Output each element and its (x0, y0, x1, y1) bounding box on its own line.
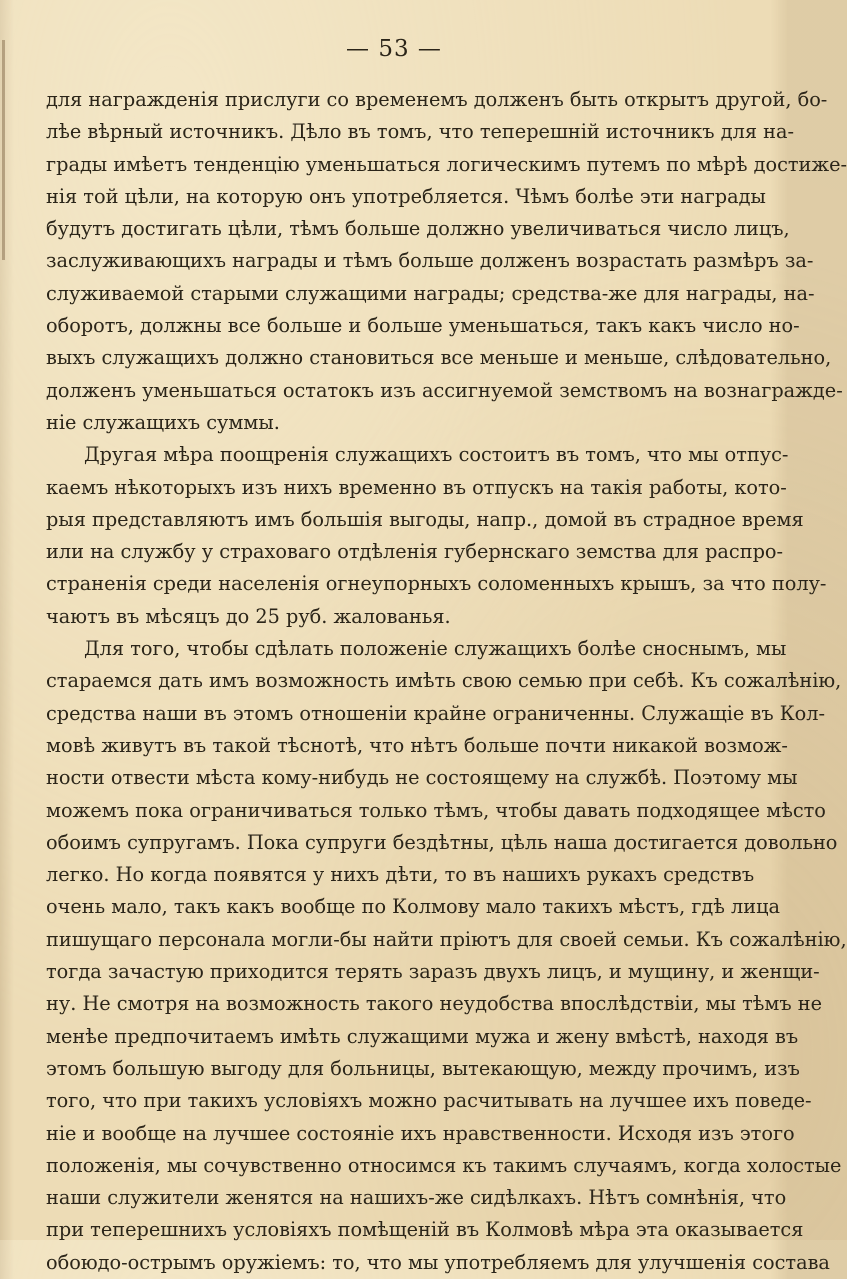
text-line: обоимъ супругамъ. Пока супруги бездѣтны, цѣль наша достигается довольно (46, 830, 838, 854)
text-line: Для того, чтобы сдѣлать положеніе служащихъ болѣе сноснымъ, мы (84, 637, 787, 661)
text-line: служиваемой старыми служащими награды; средства-же для награды, на- (46, 281, 815, 305)
text-line: средства наши въ этомъ отношеніи крайне ограниченны. Служащіе въ Кол- (46, 701, 826, 725)
text-line: будутъ достигать цѣли, тѣмъ больше должно увеличиваться число лицъ, (46, 217, 790, 241)
text-line: страненія среди населенія огнеупорныхъ соломенныхъ крышъ, за что полу- (46, 572, 827, 596)
page-edge-shadow (2, 40, 5, 260)
text-line: оборотъ, должны все больше и больше уменьшаться, такъ какъ число но- (46, 314, 800, 338)
text-line: менѣе предпочитаемъ имѣть служащими мужа и жену вмѣстѣ, находя въ (46, 1024, 799, 1048)
body-text (46, 84, 847, 1279)
text-line: заслуживающихъ награды и тѣмъ больше долженъ возрастать размѣръ за- (46, 249, 814, 273)
text-line: ніе служащихъ суммы. (46, 410, 280, 434)
text-line: легко. Но когда появятся у нихъ дѣти, то въ нашихъ рукахъ средствъ (46, 863, 755, 887)
text-line: Другая мѣра поощренія служащихъ состоитъ въ томъ, что мы отпус- (84, 443, 789, 467)
text-line: ности отвести мѣста кому-нибудь не состоящему на службѣ. Поэтому мы (46, 766, 798, 790)
text-line: долженъ уменьшаться остатокъ изъ ассигнуемой земствомъ на вознагражде- (46, 378, 843, 402)
text-line: наши служители женятся на нашихъ-же сидѣлкахъ. Нѣтъ сомнѣнія, что (46, 1186, 787, 1210)
text-line: рыя представляютъ имъ большія выгоды, напр., домой въ страдное время (46, 507, 804, 531)
text-line: или на службу у страховаго отдѣленія губернскаго земства для распро- (46, 540, 784, 564)
text-line: выхъ служащихъ должно становиться все меньше и меньше, слѣдовательно, (46, 346, 832, 370)
text-line: лѣе вѣрный источникъ. Дѣло въ томъ, что теперешній источникъ для на- (46, 120, 794, 144)
text-line: тогда зачастую приходится терять заразъ двухъ лицъ, и мущину, и женщи- (46, 960, 820, 984)
text-line: грады имѣетъ тенденцію уменьшаться логическимъ путемъ по мѣрѣ достиже- (46, 152, 847, 176)
text-line: мовѣ живутъ въ такой тѣснотѣ, что нѣтъ больше почти никакой возмож- (46, 733, 788, 757)
text-line: ну. Не смотря на возможность такого неудобства впослѣдствіи, мы тѣмъ не (46, 992, 823, 1016)
text-line: пишущаго персонала могли-бы найти пріютъ для своей семьи. Къ сожалѣнію, (46, 927, 847, 951)
text-line: того, что при такихъ условіяхъ можно расчитывать на лучшее ихъ поведе- (46, 1089, 812, 1113)
text-line: ніе и вообще на лучшее состояніе ихъ нравственности. Исходя изъ этого (46, 1121, 795, 1145)
text-line: чаютъ въ мѣсяцъ до 25 руб. жалованья. (46, 604, 451, 628)
text-line: можемъ пока ограничиваться только тѣмъ, чтобы давать подходящее мѣсто (46, 798, 826, 822)
text-line: при теперешнихъ условіяхъ помѣщеній въ Колмовѣ мѣра эта оказывается (46, 1218, 804, 1242)
text-line: нія той цѣли, на которую онъ употребляется. Чѣмъ болѣе эти награды (46, 184, 766, 208)
text-line: очень мало, такъ какъ вообще по Колмову мало такихъ мѣстъ, гдѣ лица (46, 895, 781, 919)
text-line: каемъ нѣкоторыхъ изъ нихъ временно въ отпускъ на такія работы, кото- (46, 475, 787, 499)
text-line: стараемся дать имъ возможность имѣть свою семью при себѣ. Къ сожалѣнію, (46, 669, 842, 693)
text-line: положенія, мы сочувственно относимся къ такимъ случаямъ, когда холостые (46, 1153, 842, 1177)
page-number: — 53 — (346, 36, 442, 62)
text-line: обоюдо-острымъ оружіемъ: то, что мы употребляемъ для улучшенія состава (46, 1250, 830, 1274)
text-line: для награжденія прислуги со временемъ долженъ быть открытъ другой, бо- (46, 88, 828, 111)
text-line: этомъ большую выгоду для больницы, вытекающую, между прочимъ, изъ (46, 1056, 800, 1080)
